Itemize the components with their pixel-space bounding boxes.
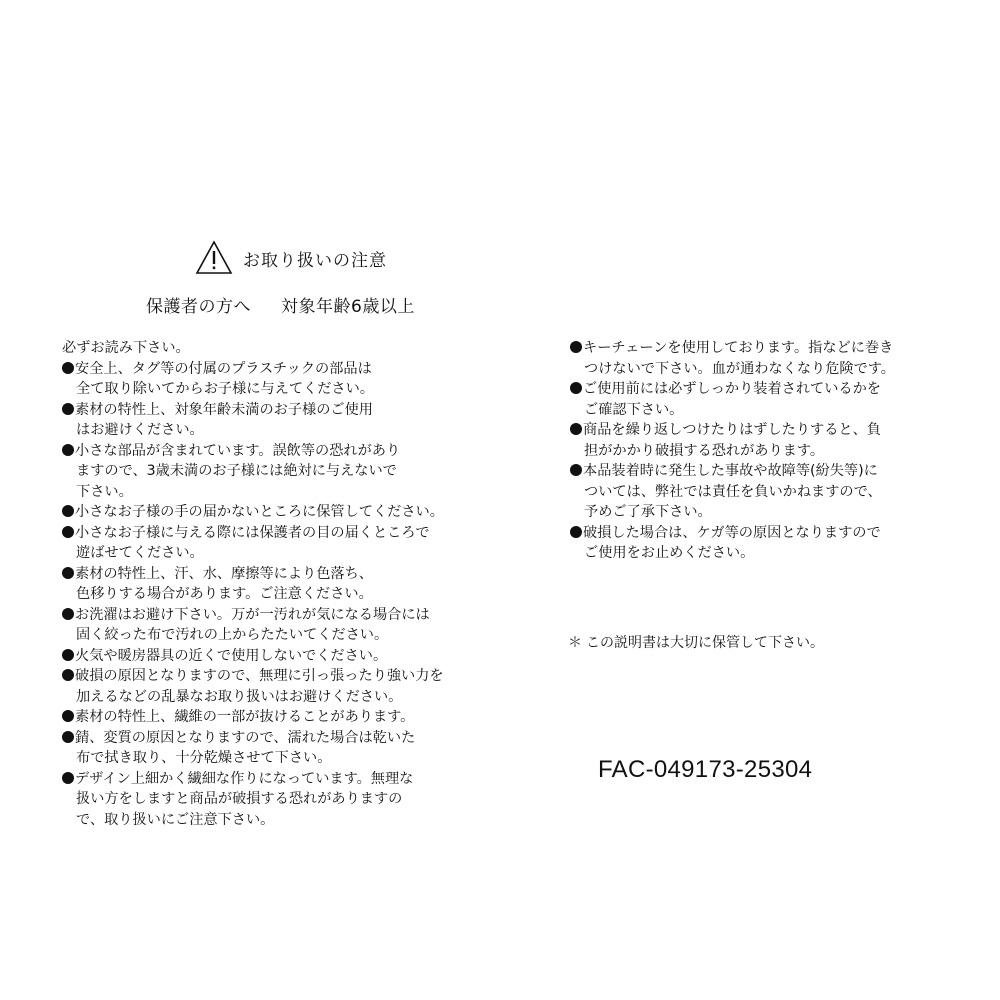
list-item-text: 破損の原因となりますので、無理に引っ張ったり強い力を	[75, 668, 444, 684]
list-item-first-line	[62, 564, 482, 585]
list-item	[62, 728, 482, 769]
list-item-continuation: 固く絞った布で汚れの上からたたいてください。	[76, 627, 389, 643]
list-item	[570, 379, 960, 420]
bullet-dot-icon	[62, 505, 74, 517]
list-item-first-line	[62, 605, 482, 626]
list-item-continuation: ついては、弊社では責任を負いかねますので、	[584, 483, 882, 500]
list-item	[62, 441, 482, 503]
list-item-continuation: 色移りする場合があります。ご注意ください。	[76, 586, 373, 602]
storage-note	[568, 632, 824, 652]
list-item-continuation: つけないで下さい。血が通わなくなり危険です。	[584, 360, 895, 377]
list-item	[62, 707, 482, 728]
page-title: お取り扱いの注意	[243, 250, 387, 271]
list-item-first-line	[570, 379, 960, 400]
left-item-list	[62, 359, 482, 831]
bullet-dot-icon	[62, 608, 74, 620]
list-item-text: 素材の特性上、汗、水、摩擦等により色落ち、	[75, 565, 373, 582]
bullet-dot-icon	[62, 649, 74, 661]
list-item-first-line	[570, 338, 960, 359]
list-item-continuation: ご確認下さい。	[584, 401, 684, 418]
list-item	[570, 461, 960, 523]
list-item-text: 小さなお子様の手の届かないところに保管してください。	[75, 504, 444, 520]
list-item-continuation: 担がかかり破損する恐れがあります。	[584, 442, 825, 459]
bullet-dot-icon	[570, 382, 582, 394]
list-item	[62, 605, 482, 646]
list-item-text: 商品を繰り返しつけたりはずしたりすると、負	[583, 422, 881, 438]
bullet-dot-icon	[62, 669, 74, 681]
list-item-text: 素材の特性上、繊維の一部が抜けることがあります。	[75, 709, 415, 725]
bullet-dot-icon	[570, 423, 582, 435]
list-item-text: デザイン上細かく繊細な作りになっています。無理な	[75, 770, 414, 787]
bullet-dot-icon	[62, 362, 74, 374]
audience-label: 保護者の方へ	[146, 297, 251, 317]
right-item-list	[570, 338, 960, 564]
list-item-text: お洗濯はお避け下さい。万が一汚れが気になる場合には	[75, 606, 430, 623]
list-item-first-line	[62, 359, 482, 380]
list-item-text: 錆、変質の原因となりますので、濡れた場合は乾いた	[75, 729, 416, 746]
list-item-text: 破損した場合は、ケガ等の原因となりますので	[583, 524, 881, 541]
bullet-dot-icon	[62, 444, 74, 456]
bullet-dot-icon	[62, 567, 74, 579]
list-item-text: 本品装着時に発生した事故や故障等(紛失等)に	[583, 463, 878, 479]
right-column	[570, 338, 960, 564]
list-item-first-line	[62, 707, 482, 728]
bullet-dot-icon	[570, 464, 582, 476]
list-item	[62, 564, 482, 605]
bullet-dot-icon	[62, 731, 74, 743]
list-item-first-line	[570, 461, 960, 482]
intro-text: 必ずお読み下さい。	[62, 340, 190, 356]
list-item-first-line	[62, 769, 482, 790]
list-item-continuation: で、取り扱いにご注意下さい。	[76, 811, 275, 828]
list-item-first-line	[62, 646, 482, 667]
list-item-continuation: 扱い方をしますと商品が破損する恐れがありますの	[76, 791, 403, 807]
list-item-text: 素材の特性上、対象年齢未満のお子様のご使用	[75, 401, 373, 418]
list-item-text: 安全上、タグ等の付属のプラスチックの部品は	[75, 360, 372, 377]
list-item	[62, 646, 482, 667]
list-item-text: ご使用前には必ずしっかり装着されているかを	[583, 381, 881, 397]
age-label: 対象年齢6歳以上	[281, 297, 415, 317]
storage-note-text: この説明書は大切に保管して下さい。	[586, 635, 824, 651]
list-item-continuation: はお避けください。	[76, 422, 204, 438]
list-item-continuation: 遊ばせてください。	[76, 545, 204, 561]
list-item-first-line	[62, 502, 482, 523]
list-item-continuation: 全て取り除いてからお子様に与えてください。	[76, 381, 374, 397]
list-item	[62, 502, 482, 523]
list-item-first-line	[62, 400, 482, 421]
list-item-first-line	[62, 523, 482, 544]
list-item	[570, 523, 960, 564]
bullet-dot-icon	[62, 526, 74, 538]
list-item-continuation: 布で拭き取り、十分乾燥させて下さい。	[76, 750, 332, 766]
list-item-text: 火気や暖房器具の近くで使用しないでください。	[75, 647, 388, 664]
list-item-first-line	[62, 666, 482, 687]
list-item	[62, 666, 482, 707]
bullet-dot-icon	[62, 772, 74, 784]
list-item-continuation: 下さい。	[76, 483, 133, 500]
list-item-first-line	[570, 523, 960, 544]
list-item-text: キーチェーンを使用しております。指などに巻き	[583, 340, 894, 356]
list-item-text: 小さな部品が含まれています。誤飲等の恐れがあり	[75, 442, 401, 459]
list-item	[570, 338, 960, 379]
note-mark: ＊	[568, 635, 582, 651]
list-item	[62, 359, 482, 400]
list-item-continuation: 加えるなどの乱暴なお取り扱いはお避けください。	[76, 688, 403, 705]
list-item	[62, 400, 482, 441]
bullet-dot-icon	[62, 403, 74, 415]
list-item	[570, 420, 960, 461]
product-code: FAC-049173-25304	[598, 756, 813, 783]
list-item-first-line	[62, 728, 482, 749]
list-item-continuation: 予めご了承下さい。	[584, 504, 712, 520]
bullet-dot-icon	[570, 341, 582, 353]
list-item-first-line	[62, 441, 482, 462]
title-row	[195, 240, 387, 276]
list-item	[62, 523, 482, 564]
list-item	[62, 769, 482, 831]
list-item-text: 小さなお子様に与える際には保護者の目の届くところで	[75, 524, 430, 541]
left-column	[62, 338, 482, 830]
list-item-continuation: ますので、3歳未満のお子様には絶対に与えないで	[76, 463, 397, 479]
subtitle	[146, 292, 415, 317]
warning-triangle-icon	[195, 240, 233, 276]
bullet-dot-icon	[570, 526, 582, 538]
bullet-dot-icon	[62, 710, 74, 722]
list-item-continuation: ご使用をお止めください。	[584, 545, 755, 561]
list-item-first-line	[570, 420, 960, 441]
